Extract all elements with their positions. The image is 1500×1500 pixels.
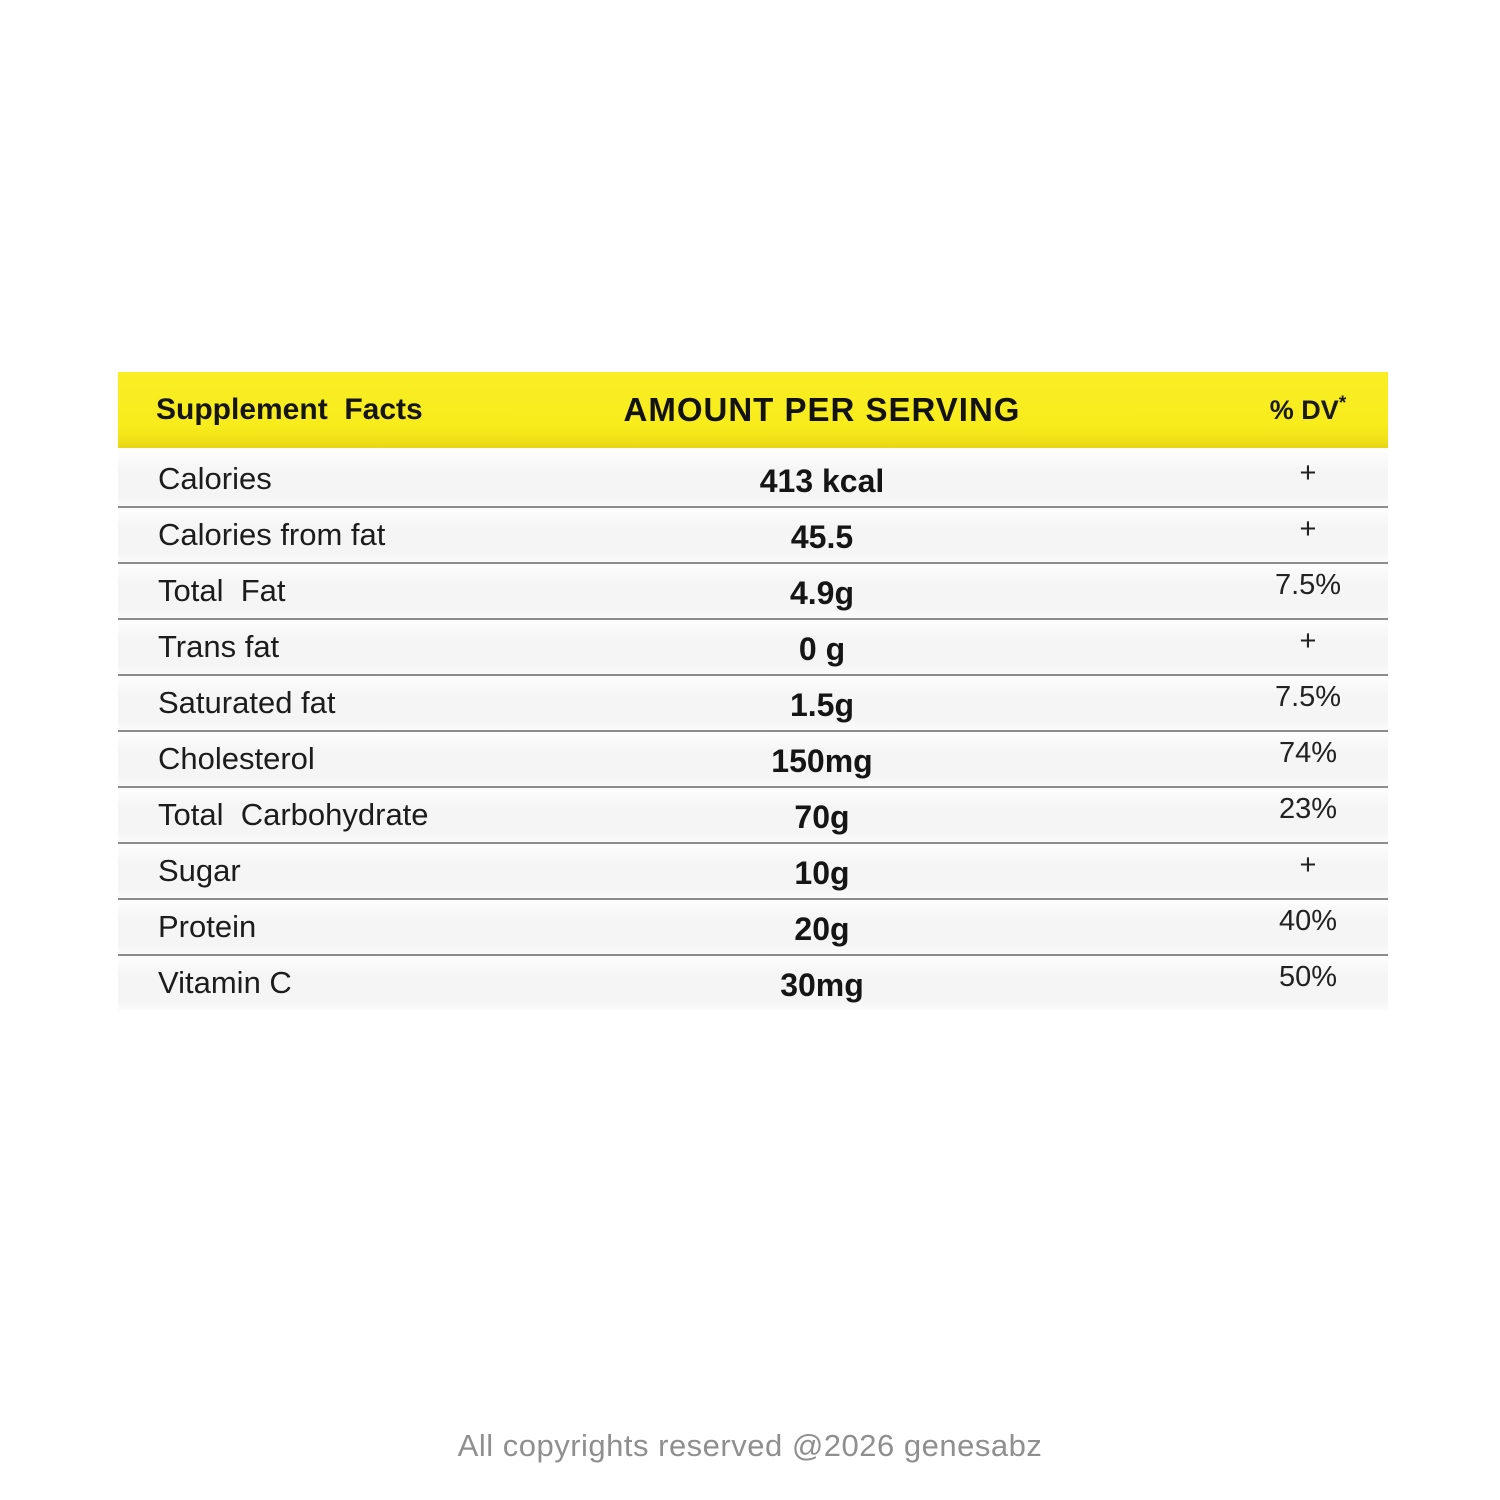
nutrient-dv: 50% xyxy=(1278,960,1338,993)
nutrient-name: Vitamin C xyxy=(158,965,292,1000)
nutrient-amount: 4.9g xyxy=(789,574,855,611)
nutrient-amount: 10g xyxy=(794,854,850,891)
nutrient-row xyxy=(118,452,1388,508)
nutrient-name: Saturated fat xyxy=(158,685,336,720)
nutrient-name: Calories xyxy=(158,461,272,496)
nutrient-name: Sugar xyxy=(158,853,241,888)
facts-header-bar xyxy=(118,372,1388,448)
nutrient-amount: 0 g xyxy=(798,630,846,667)
percent-dv-header xyxy=(1228,392,1388,426)
nutrient-dv: 74% xyxy=(1278,736,1338,769)
dv-asterisk: * xyxy=(1338,392,1347,414)
nutrient-amount: 20g xyxy=(794,910,850,947)
nutrient-amount: 1.5g xyxy=(789,686,855,723)
nutrient-row xyxy=(118,676,1388,732)
nutrient-dv: 7.5% xyxy=(1274,680,1342,713)
nutrient-row xyxy=(118,788,1388,844)
nutrient-name: Total Fat xyxy=(158,573,286,608)
nutrient-row xyxy=(118,732,1388,788)
nutrient-name: Protein xyxy=(158,909,257,944)
supplement-facts-panel xyxy=(118,372,1388,1010)
nutrient-dv: + xyxy=(1299,456,1317,489)
percent-dv-text: % DV xyxy=(1269,394,1339,425)
supplement-facts-title: Supplement Facts xyxy=(156,393,423,426)
amount-per-serving-header: AMOUNT PER SERVING xyxy=(623,391,1021,428)
nutrient-row xyxy=(118,620,1388,676)
nutrient-name: Trans fat xyxy=(158,629,280,664)
nutrient-row xyxy=(118,900,1388,956)
nutrient-amount: 70g xyxy=(794,798,850,835)
nutrient-dv: 7.5% xyxy=(1274,568,1342,601)
nutrient-row xyxy=(118,564,1388,620)
nutrient-row xyxy=(118,508,1388,564)
nutrient-dv: 40% xyxy=(1278,904,1338,937)
nutrient-row xyxy=(118,844,1388,900)
nutrient-amount: 30mg xyxy=(780,966,864,1003)
nutrient-dv: 23% xyxy=(1278,792,1338,825)
nutrient-dv: + xyxy=(1299,848,1317,881)
nutrient-name: Calories from fat xyxy=(158,517,386,552)
nutrient-row xyxy=(118,956,1388,1010)
nutrient-amount: 45.5 xyxy=(790,518,854,555)
nutrient-dv: + xyxy=(1299,624,1317,657)
nutrient-amount: 413 kcal xyxy=(759,462,885,499)
nutrient-name: Cholesterol xyxy=(158,741,315,776)
nutrient-name: Total Carbohydrate xyxy=(158,797,429,832)
facts-table-body xyxy=(118,448,1388,1010)
nutrient-amount: 150mg xyxy=(771,742,873,779)
copyright-footer: All copyrights reserved @2026 genesabz xyxy=(457,1428,1043,1463)
nutrient-dv: + xyxy=(1299,512,1317,545)
